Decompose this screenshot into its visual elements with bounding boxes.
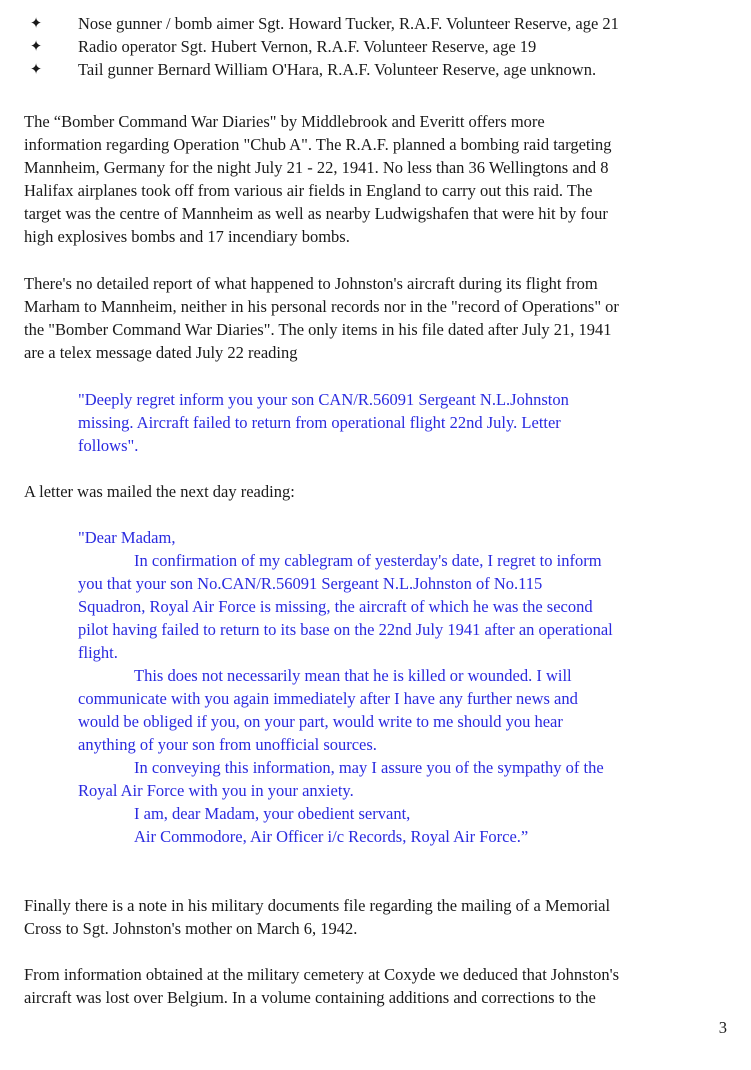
quote-telex-message: [78, 388, 718, 457]
letter-salutation: "Dear Madam,: [78, 528, 176, 547]
text-line: missing. Aircraft failed to return from operational flight 22nd July. Letter: [78, 413, 561, 432]
list-item: [0, 58, 751, 81]
text-line: follows".: [78, 436, 139, 455]
text-line: Finally there is a note in his military documents file regarding the mailing of a Memorial: [24, 896, 611, 915]
star-bullet-icon: ✦: [29, 60, 43, 78]
text-line: pilot having failed to return to its base on the 22nd July 1941 after an operational: [78, 620, 613, 639]
paragraph-letter-intro: [24, 480, 696, 503]
text-line: the "Bomber Command War Diaries". The only items in his file dated after July 21, 1941: [24, 320, 612, 339]
text-line: flight.: [78, 643, 118, 662]
list-item: [0, 35, 751, 58]
letter-signoff-line: Air Commodore, Air Officer i/c Records, Royal Air Force.”: [134, 827, 529, 846]
star-bullet-icon: ✦: [29, 14, 43, 32]
text-line: high explosives bombs and 17 incendiary bombs.: [24, 227, 350, 246]
text-line: In confirmation of my cablegram of yesterday's date, I regret to inform: [134, 551, 602, 570]
crew-member-text: Radio operator Sgt. Hubert Vernon, R.A.F. Volunteer Reserve, age 19: [78, 37, 537, 56]
text-line: would be obliged if you, on your part, would write to me should you hear: [78, 712, 563, 731]
text-line: aircraft was lost over Belgium. In a volume containing additions and corrections to the: [24, 988, 596, 1007]
paragraph-coxyde: [24, 963, 696, 1009]
text-line: Squadron, Royal Air Force is missing, the aircraft of which he was the second: [78, 597, 593, 616]
quote-letter: [78, 526, 718, 848]
paragraph-memorial-cross: [24, 894, 696, 940]
paragraph-war-diaries: [24, 110, 696, 248]
text-line: information regarding Operation "Chub A". The R.A.F. planned a bombing raid targeting: [24, 135, 612, 154]
text-line: are a telex message dated July 22 reading: [24, 343, 298, 362]
crew-member-text: Nose gunner / bomb aimer Sgt. Howard Tucker, R.A.F. Volunteer Reserve, age 21: [78, 14, 619, 33]
text-line: communicate with you again immediately after I have any further news and: [78, 689, 578, 708]
text-line: A letter was mailed the next day reading:: [24, 482, 295, 501]
text-line: target was the centre of Mannheim as well as nearby Ludwigshafen that were hit by four: [24, 204, 608, 223]
text-line: There's no detailed report of what happened to Johnston's aircraft during its flight from: [24, 274, 598, 293]
list-item: [0, 12, 751, 35]
text-line: Mannheim, Germany for the night July 21 - 22, 1941. No less than 36 Wellingtons and 8: [24, 158, 609, 177]
text-line: This does not necessarily mean that he is killed or wounded. I will: [134, 666, 572, 685]
text-line: Halifax airplanes took off from various air fields in England to carry out this raid. The: [24, 181, 593, 200]
crew-list: [0, 12, 751, 81]
text-line: Royal Air Force with you in your anxiety.: [78, 781, 354, 800]
text-line: From information obtained at the military cemetery at Coxyde we deduced that Johnston's: [24, 965, 619, 984]
star-bullet-icon: ✦: [29, 37, 43, 55]
page-number: 3: [718, 1018, 727, 1037]
text-line: Marham to Mannheim, neither in his personal records nor in the "record of Operations" or: [24, 297, 619, 316]
text-line: "Deeply regret inform you your son CAN/R.56091 Sergeant N.L.Johnston: [78, 390, 569, 409]
text-line: anything of your son from unofficial sources.: [78, 735, 377, 754]
text-line: Cross to Sgt. Johnston's mother on March 6, 1942.: [24, 919, 358, 938]
text-line: you that your son No.CAN/R.56091 Sergeant N.L.Johnston of No.115: [78, 574, 543, 593]
text-line: The “Bomber Command War Diaries" by Middlebrook and Everitt offers more: [24, 112, 545, 131]
paragraph-no-report: [24, 272, 696, 364]
text-line: In conveying this information, may I assure you of the sympathy of the: [134, 758, 604, 777]
letter-signoff-line: I am, dear Madam, your obedient servant,: [134, 804, 411, 823]
crew-member-text: Tail gunner Bernard William O'Hara, R.A.F. Volunteer Reserve, age unknown.: [78, 60, 597, 79]
